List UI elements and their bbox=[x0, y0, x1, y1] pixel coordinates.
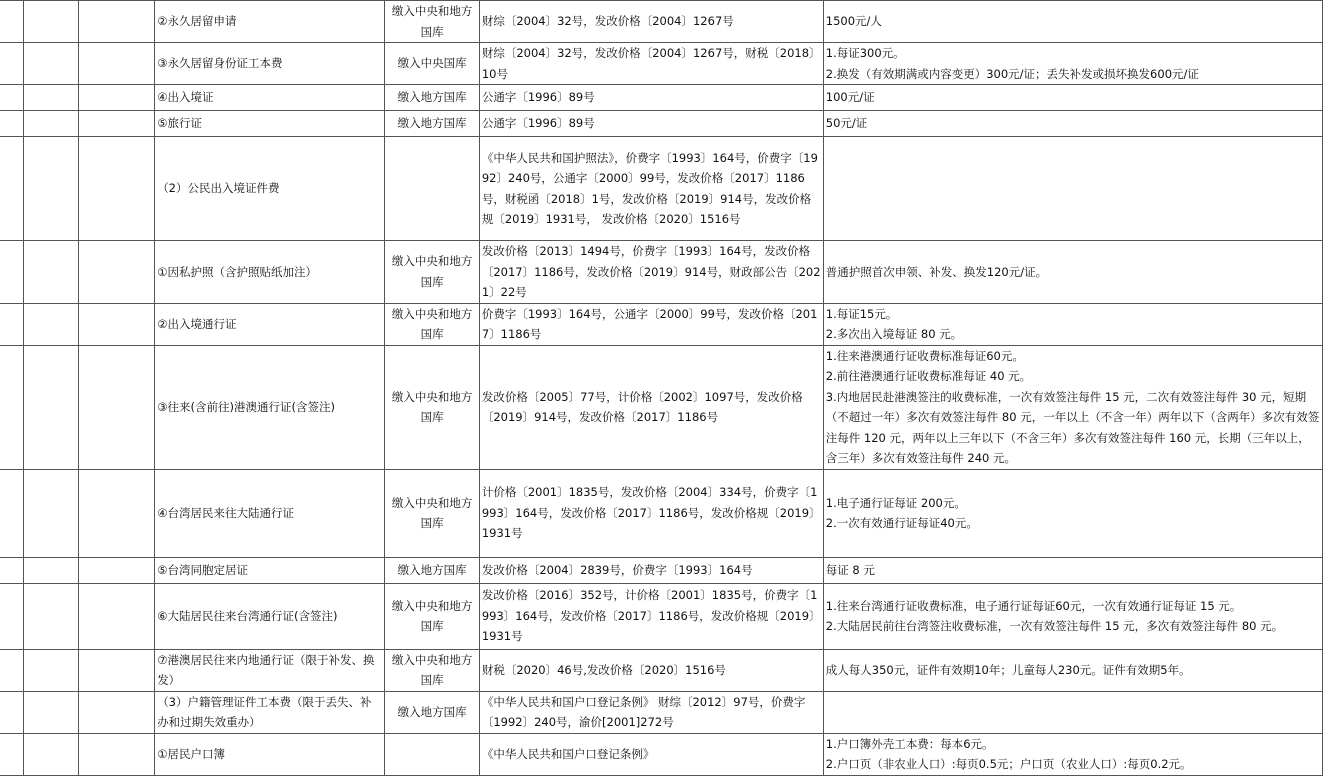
fee-standard-line: 1.电子通行证每证 200元。 bbox=[825, 495, 966, 510]
table-row bbox=[0, 583, 1323, 649]
policy-basis-cell: 发改价格〔2016〕352号，计价格〔2001〕1835号，价费字〔1993〕164号，发改价格〔2017〕1186号，发改价格规〔2019〕1931号 bbox=[479, 583, 823, 649]
fee-item-name: ④台湾居民来往大陆通行证 bbox=[155, 469, 385, 557]
fee-item-name: ①居民户口簿 bbox=[155, 733, 385, 775]
fee-standard-line: 普通护照首次申领、补发、换发120元/证。 bbox=[825, 264, 1048, 279]
table-row bbox=[0, 1, 1323, 43]
treasury-cell: 缴入中央和地方国库 bbox=[385, 303, 479, 345]
fee-item-name: ⑦港澳居民往来内地通行证（限于补发、换发） bbox=[155, 649, 385, 691]
blank-cell bbox=[24, 733, 79, 775]
blank-cell bbox=[79, 43, 155, 85]
fee-standard-cell bbox=[823, 303, 1322, 345]
blank-cell bbox=[24, 111, 79, 137]
blank-cell bbox=[24, 1, 79, 43]
table-row bbox=[0, 303, 1323, 345]
fee-standard-cell bbox=[823, 85, 1322, 111]
blank-cell bbox=[0, 137, 24, 241]
policy-basis-cell: 公通字〔1996〕89号 bbox=[479, 85, 823, 111]
fee-standard-line: 2.换发（有效期满或内容变更）300元/证；丢失补发或损坏换发600元/证 bbox=[825, 66, 1199, 81]
blank-cell bbox=[79, 241, 155, 304]
blank-cell bbox=[0, 649, 24, 691]
table-row bbox=[0, 469, 1323, 557]
table-row bbox=[0, 691, 1323, 733]
treasury-cell: 缴入中央和地方国库 bbox=[385, 469, 479, 557]
fee-standard-cell bbox=[823, 111, 1322, 137]
treasury-cell: 缴入地方国库 bbox=[385, 557, 479, 583]
blank-cell bbox=[24, 303, 79, 345]
blank-cell bbox=[0, 583, 24, 649]
blank-cell bbox=[24, 241, 79, 304]
fee-standard-line: 50元/证 bbox=[825, 116, 868, 131]
blank-cell bbox=[79, 111, 155, 137]
table-row bbox=[0, 85, 1323, 111]
blank-cell bbox=[79, 583, 155, 649]
fee-item-name: ⑤旅行证 bbox=[155, 111, 385, 137]
policy-basis-cell: 财综〔2004〕32号，发改价格〔2004〕1267号，财税〔2018〕10号 bbox=[479, 43, 823, 85]
blank-cell bbox=[24, 43, 79, 85]
blank-cell bbox=[24, 137, 79, 241]
treasury-cell: 缴入地方国库 bbox=[385, 85, 479, 111]
blank-cell bbox=[0, 85, 24, 111]
treasury-cell: 缴入中央和地方国库 bbox=[385, 583, 479, 649]
blank-cell bbox=[24, 557, 79, 583]
blank-cell bbox=[79, 469, 155, 557]
blank-cell bbox=[0, 557, 24, 583]
fee-item-name: ④出入境证 bbox=[155, 85, 385, 111]
fee-item-name: （2）公民出入境证件费 bbox=[155, 137, 385, 241]
fee-standard-cell bbox=[823, 557, 1322, 583]
treasury-cell: 缴入中央国库 bbox=[385, 43, 479, 85]
blank-cell bbox=[79, 1, 155, 43]
table-row bbox=[0, 557, 1323, 583]
table-row bbox=[0, 241, 1323, 304]
blank-cell bbox=[79, 557, 155, 583]
blank-cell bbox=[0, 43, 24, 85]
fee-standard-line: 1.户口簿外壳工本费：每本6元。 bbox=[825, 736, 994, 751]
fee-standard-line: 2.户口页（非农业人口）:每页0.5元；户口页（农业人口）:每页0.2元。 bbox=[825, 757, 1192, 771]
blank-cell bbox=[79, 85, 155, 111]
table-row bbox=[0, 345, 1323, 469]
fee-standard-line: 100元/证 bbox=[825, 90, 875, 105]
table-row bbox=[0, 733, 1323, 775]
blank-cell bbox=[79, 345, 155, 469]
fee-standard-cell bbox=[823, 137, 1322, 241]
fee-standard-cell bbox=[823, 345, 1322, 469]
fee-standard-line: 2.一次有效通行证每证40元。 bbox=[825, 516, 978, 530]
blank-cell bbox=[79, 137, 155, 241]
table-row bbox=[0, 43, 1323, 85]
policy-basis-cell: 价费字〔1993〕164号，公通字〔2000〕99号，发改价格〔2017〕1186号 bbox=[479, 303, 823, 345]
fee-standard-line: 1.每证300元。 bbox=[825, 46, 905, 60]
fee-standard-cell bbox=[823, 649, 1322, 691]
policy-basis-cell: 《中华人民共和国户口登记条例》 bbox=[479, 733, 823, 775]
policy-basis-cell: 财税〔2020〕46号,发改价格〔2020〕1516号 bbox=[479, 649, 823, 691]
fee-item-name: ⑤台湾同胞定居证 bbox=[155, 557, 385, 583]
blank-cell bbox=[24, 583, 79, 649]
blank-cell bbox=[24, 85, 79, 111]
fee-standard-line: 每证 8 元 bbox=[825, 562, 875, 577]
policy-basis-cell: 发改价格〔2013〕1494号，价费字〔1993〕164号，发改价格〔2017〕1186号，发改价格〔2019〕914号，财政部公告〔2021〕22号 bbox=[479, 241, 823, 304]
blank-cell bbox=[0, 469, 24, 557]
treasury-cell: 缴入中央和地方国库 bbox=[385, 649, 479, 691]
fee-standard-cell bbox=[823, 1, 1322, 43]
blank-cell bbox=[0, 241, 24, 304]
policy-basis-cell: 计价格〔2001〕1835号，发改价格〔2004〕334号，价费字〔1993〕164号，发改价格〔2017〕1186号，发改价格规〔2019〕1931号 bbox=[479, 469, 823, 557]
table-row bbox=[0, 649, 1323, 691]
fee-standard-line: 1.往来港澳通行证收费标准每证60元。 bbox=[825, 348, 1024, 363]
table-row bbox=[0, 111, 1323, 137]
fee-item-name: ③永久居留身份证工本费 bbox=[155, 43, 385, 85]
fee-standard-cell bbox=[823, 733, 1322, 775]
fee-item-name: （3）户籍管理证件工本费（限于丢失、补办和过期失效重办） bbox=[155, 691, 385, 733]
fee-standard-line: 2.多次出入境每证 80 元。 bbox=[825, 327, 963, 341]
treasury-cell: 缴入地方国库 bbox=[385, 691, 479, 733]
fee-standard-line: 1500元/人 bbox=[825, 14, 882, 29]
policy-basis-cell: 发改价格〔2005〕77号，计价格〔2002〕1097号，发改价格〔2019〕914号，发改价格〔2017〕1186号 bbox=[479, 345, 823, 469]
blank-cell bbox=[79, 733, 155, 775]
fee-standard-cell bbox=[823, 241, 1322, 304]
blank-cell bbox=[0, 733, 24, 775]
fee-item-name: ③往来(含前往)港澳通行证(含签注) bbox=[155, 345, 385, 469]
blank-cell bbox=[0, 345, 24, 469]
blank-cell bbox=[79, 303, 155, 345]
fee-standard-cell bbox=[823, 43, 1322, 85]
treasury-cell: 缴入中央和地方国库 bbox=[385, 345, 479, 469]
fee-item-name: ②出入境通行证 bbox=[155, 303, 385, 345]
table-row bbox=[0, 137, 1323, 241]
fee-standard-cell bbox=[823, 691, 1322, 733]
treasury-cell: 缴入地方国库 bbox=[385, 111, 479, 137]
blank-cell bbox=[79, 691, 155, 733]
policy-basis-cell: 《中华人民共和国护照法》，价费字〔1993〕164号，价费字〔1992〕240号，公通字〔2000〕99号，发改价格〔2017〕1186号，财税函〔2018〕1号，发改价格〔2019〕914号，发改价格规〔2019〕1931号， 发改价格〔2020〕1516号 bbox=[479, 137, 823, 241]
blank-cell bbox=[0, 691, 24, 733]
blank-cell bbox=[79, 649, 155, 691]
blank-cell bbox=[24, 469, 79, 557]
blank-cell bbox=[0, 1, 24, 43]
blank-cell bbox=[24, 649, 79, 691]
fee-standard-line: 1.每证15元。 bbox=[825, 306, 898, 321]
policy-basis-cell: 《中华人民共和国户口登记条例》 财综〔2012〕97号，价费字〔1992〕240号，渝价[2001]272号 bbox=[479, 691, 823, 733]
fee-standard-line: 成人每人350元，证件有效期10年；儿童每人230元。证件有效期5年。 bbox=[825, 662, 1191, 677]
policy-basis-cell: 财综〔2004〕32号，发改价格〔2004〕1267号 bbox=[479, 1, 823, 43]
fee-standard-line: 3.内地居民赴港澳签注的收费标准，一次有效签注每件 15 元，二次有效签注每件 30 元，短期（不超过一年）多次有效签注每件 80 元，一年以上（不含一年）两年以下（含两年）多次有效签注每件 120 元，两年以上三年以下（不含三年）多次有效签注每件 160 元，长期（三年以上，含三年）多次有效签注每件 240 元。 bbox=[825, 389, 1320, 465]
fee-standard-line: 1.往来台湾通行证收费标准，电子通行证每证60元，一次有效通行证每证 15 元。 bbox=[825, 598, 1242, 613]
fee-item-name: ①因私护照（含护照贴纸加注） bbox=[155, 241, 385, 304]
fee-standard-cell bbox=[823, 583, 1322, 649]
fee-item-name: ②永久居留申请 bbox=[155, 1, 385, 43]
blank-cell bbox=[24, 345, 79, 469]
policy-basis-cell: 公通字〔1996〕89号 bbox=[479, 111, 823, 137]
policy-basis-cell: 发改价格〔2004〕2839号，价费字〔1993〕164号 bbox=[479, 557, 823, 583]
fee-item-name: ⑥大陆居民往来台湾通行证(含签注) bbox=[155, 583, 385, 649]
blank-cell bbox=[0, 111, 24, 137]
treasury-cell: 缴入中央和地方国库 bbox=[385, 1, 479, 43]
fee-standard-line: 2.前往港澳通行证收费标准每证 40 元。 bbox=[825, 369, 1032, 383]
treasury-cell: 缴入中央和地方国库 bbox=[385, 241, 479, 304]
blank-cell bbox=[24, 691, 79, 733]
fee-standard-cell bbox=[823, 469, 1322, 557]
treasury-cell bbox=[385, 137, 479, 241]
treasury-cell bbox=[385, 733, 479, 775]
fee-standard-line: 2.大陆居民前往台湾签注收费标准，一次有效签注每件 15 元，多次有效签注每件 80 元。 bbox=[825, 619, 1284, 633]
blank-cell bbox=[0, 303, 24, 345]
